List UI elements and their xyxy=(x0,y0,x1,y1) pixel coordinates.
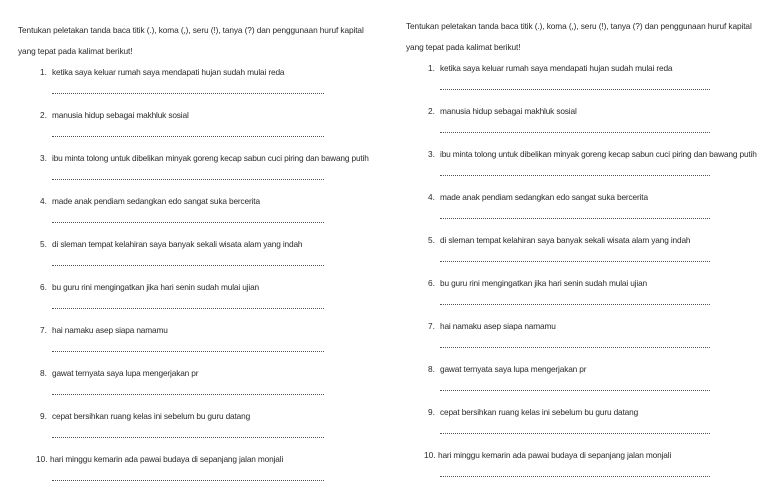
question-number: 4. xyxy=(428,192,435,202)
question-number: 8. xyxy=(428,364,435,374)
answer-line[interactable] xyxy=(52,351,324,352)
answer-line[interactable] xyxy=(440,476,710,477)
answer-line[interactable] xyxy=(440,390,710,391)
question-text: made anak pendiam sedangkan edo sangat suka bercerita xyxy=(52,196,260,206)
answer-line[interactable] xyxy=(52,265,324,266)
answer-line[interactable] xyxy=(440,175,710,176)
question-text: di sleman tempat kelahiran saya banyak sekali wisata alam yang indah xyxy=(52,239,303,249)
question-number: 7. xyxy=(428,321,435,331)
question-number: 5. xyxy=(428,235,435,245)
question-text: cepat bersihkan ruang kelas ini sebelum bu guru datang xyxy=(52,411,251,421)
answer-line[interactable] xyxy=(440,347,710,348)
answer-line[interactable] xyxy=(52,93,324,94)
question-number: 9. xyxy=(40,411,47,421)
answer-line[interactable] xyxy=(52,437,324,438)
answer-line[interactable] xyxy=(52,222,324,223)
question-number: 5. xyxy=(40,239,47,249)
question-number: 1. xyxy=(428,63,435,73)
question-text: hari minggu kemarin ada pawai budaya di sepanjang jalan monjali xyxy=(438,450,672,460)
question-number: 3. xyxy=(40,153,47,163)
question-number: 4. xyxy=(40,196,47,206)
question-text: ibu minta tolong untuk dibelikan minyak goreng kecap sabun cuci piring dan bawang putih xyxy=(52,153,369,163)
question-text: gawat ternyata saya lupa mengerjakan pr xyxy=(52,368,199,378)
question-text: hari minggu kemarin ada pawai budaya di sepanjang jalan monjali xyxy=(50,454,284,464)
answer-line[interactable] xyxy=(52,308,324,309)
instruction-text: Tentukan peletakan tanda baca titik (.), koma (,), seru (!), tanya (?) dan penggunaan huruf kapital yang tepat pada kalimat berikut! xyxy=(406,21,752,52)
answer-line[interactable] xyxy=(440,89,710,90)
question-number: 8. xyxy=(40,368,47,378)
question-text: manusia hidup sebagai makhluk sosial xyxy=(440,106,577,116)
question-number: 2. xyxy=(428,106,435,116)
answer-line[interactable] xyxy=(440,261,710,262)
answer-line[interactable] xyxy=(440,433,710,434)
question-number: 3. xyxy=(428,149,435,159)
question-text: ibu minta tolong untuk dibelikan minyak goreng kecap sabun cuci piring dan bawang putih xyxy=(440,149,757,159)
question-text: manusia hidup sebagai makhluk sosial xyxy=(52,110,189,120)
question-text: ketika saya keluar rumah saya mendapati hujan sudah mulai reda xyxy=(52,67,285,77)
question-number: 10. xyxy=(36,454,48,464)
instruction-text: Tentukan peletakan tanda baca titik (.), koma (,), seru (!), tanya (?) dan penggunaan huruf kapital yang tepat pada kalimat berikut! xyxy=(18,25,364,56)
question-number: 2. xyxy=(40,110,47,120)
question-text: gawat ternyata saya lupa mengerjakan pr xyxy=(440,364,587,374)
question-number: 9. xyxy=(428,407,435,417)
question-text: bu guru rini mengingatkan jika hari senin sudah mulai ujian xyxy=(440,278,647,288)
question-number: 10. xyxy=(424,450,436,460)
worksheet-right xyxy=(392,0,764,503)
answer-line[interactable] xyxy=(440,218,710,219)
question-text: bu guru rini mengingatkan jika hari senin sudah mulai ujian xyxy=(52,282,259,292)
answer-line[interactable] xyxy=(52,136,324,137)
question-text: di sleman tempat kelahiran saya banyak sekali wisata alam yang indah xyxy=(440,235,691,245)
answer-line[interactable] xyxy=(52,394,324,395)
answer-line[interactable] xyxy=(440,304,710,305)
question-number: 6. xyxy=(40,282,47,292)
question-text: cepat bersihkan ruang kelas ini sebelum bu guru datang xyxy=(440,407,639,417)
answer-line[interactable] xyxy=(52,480,324,481)
question-text: hai namaku asep siapa namamu xyxy=(440,321,556,331)
question-text: made anak pendiam sedangkan edo sangat suka bercerita xyxy=(440,192,648,202)
worksheet-left xyxy=(0,0,372,503)
answer-line[interactable] xyxy=(52,179,324,180)
question-number: 6. xyxy=(428,278,435,288)
answer-line[interactable] xyxy=(440,132,710,133)
question-text: ketika saya keluar rumah saya mendapati hujan sudah mulai reda xyxy=(440,63,673,73)
question-text: hai namaku asep siapa namamu xyxy=(52,325,168,335)
question-number: 1. xyxy=(40,67,47,77)
question-number: 7. xyxy=(40,325,47,335)
